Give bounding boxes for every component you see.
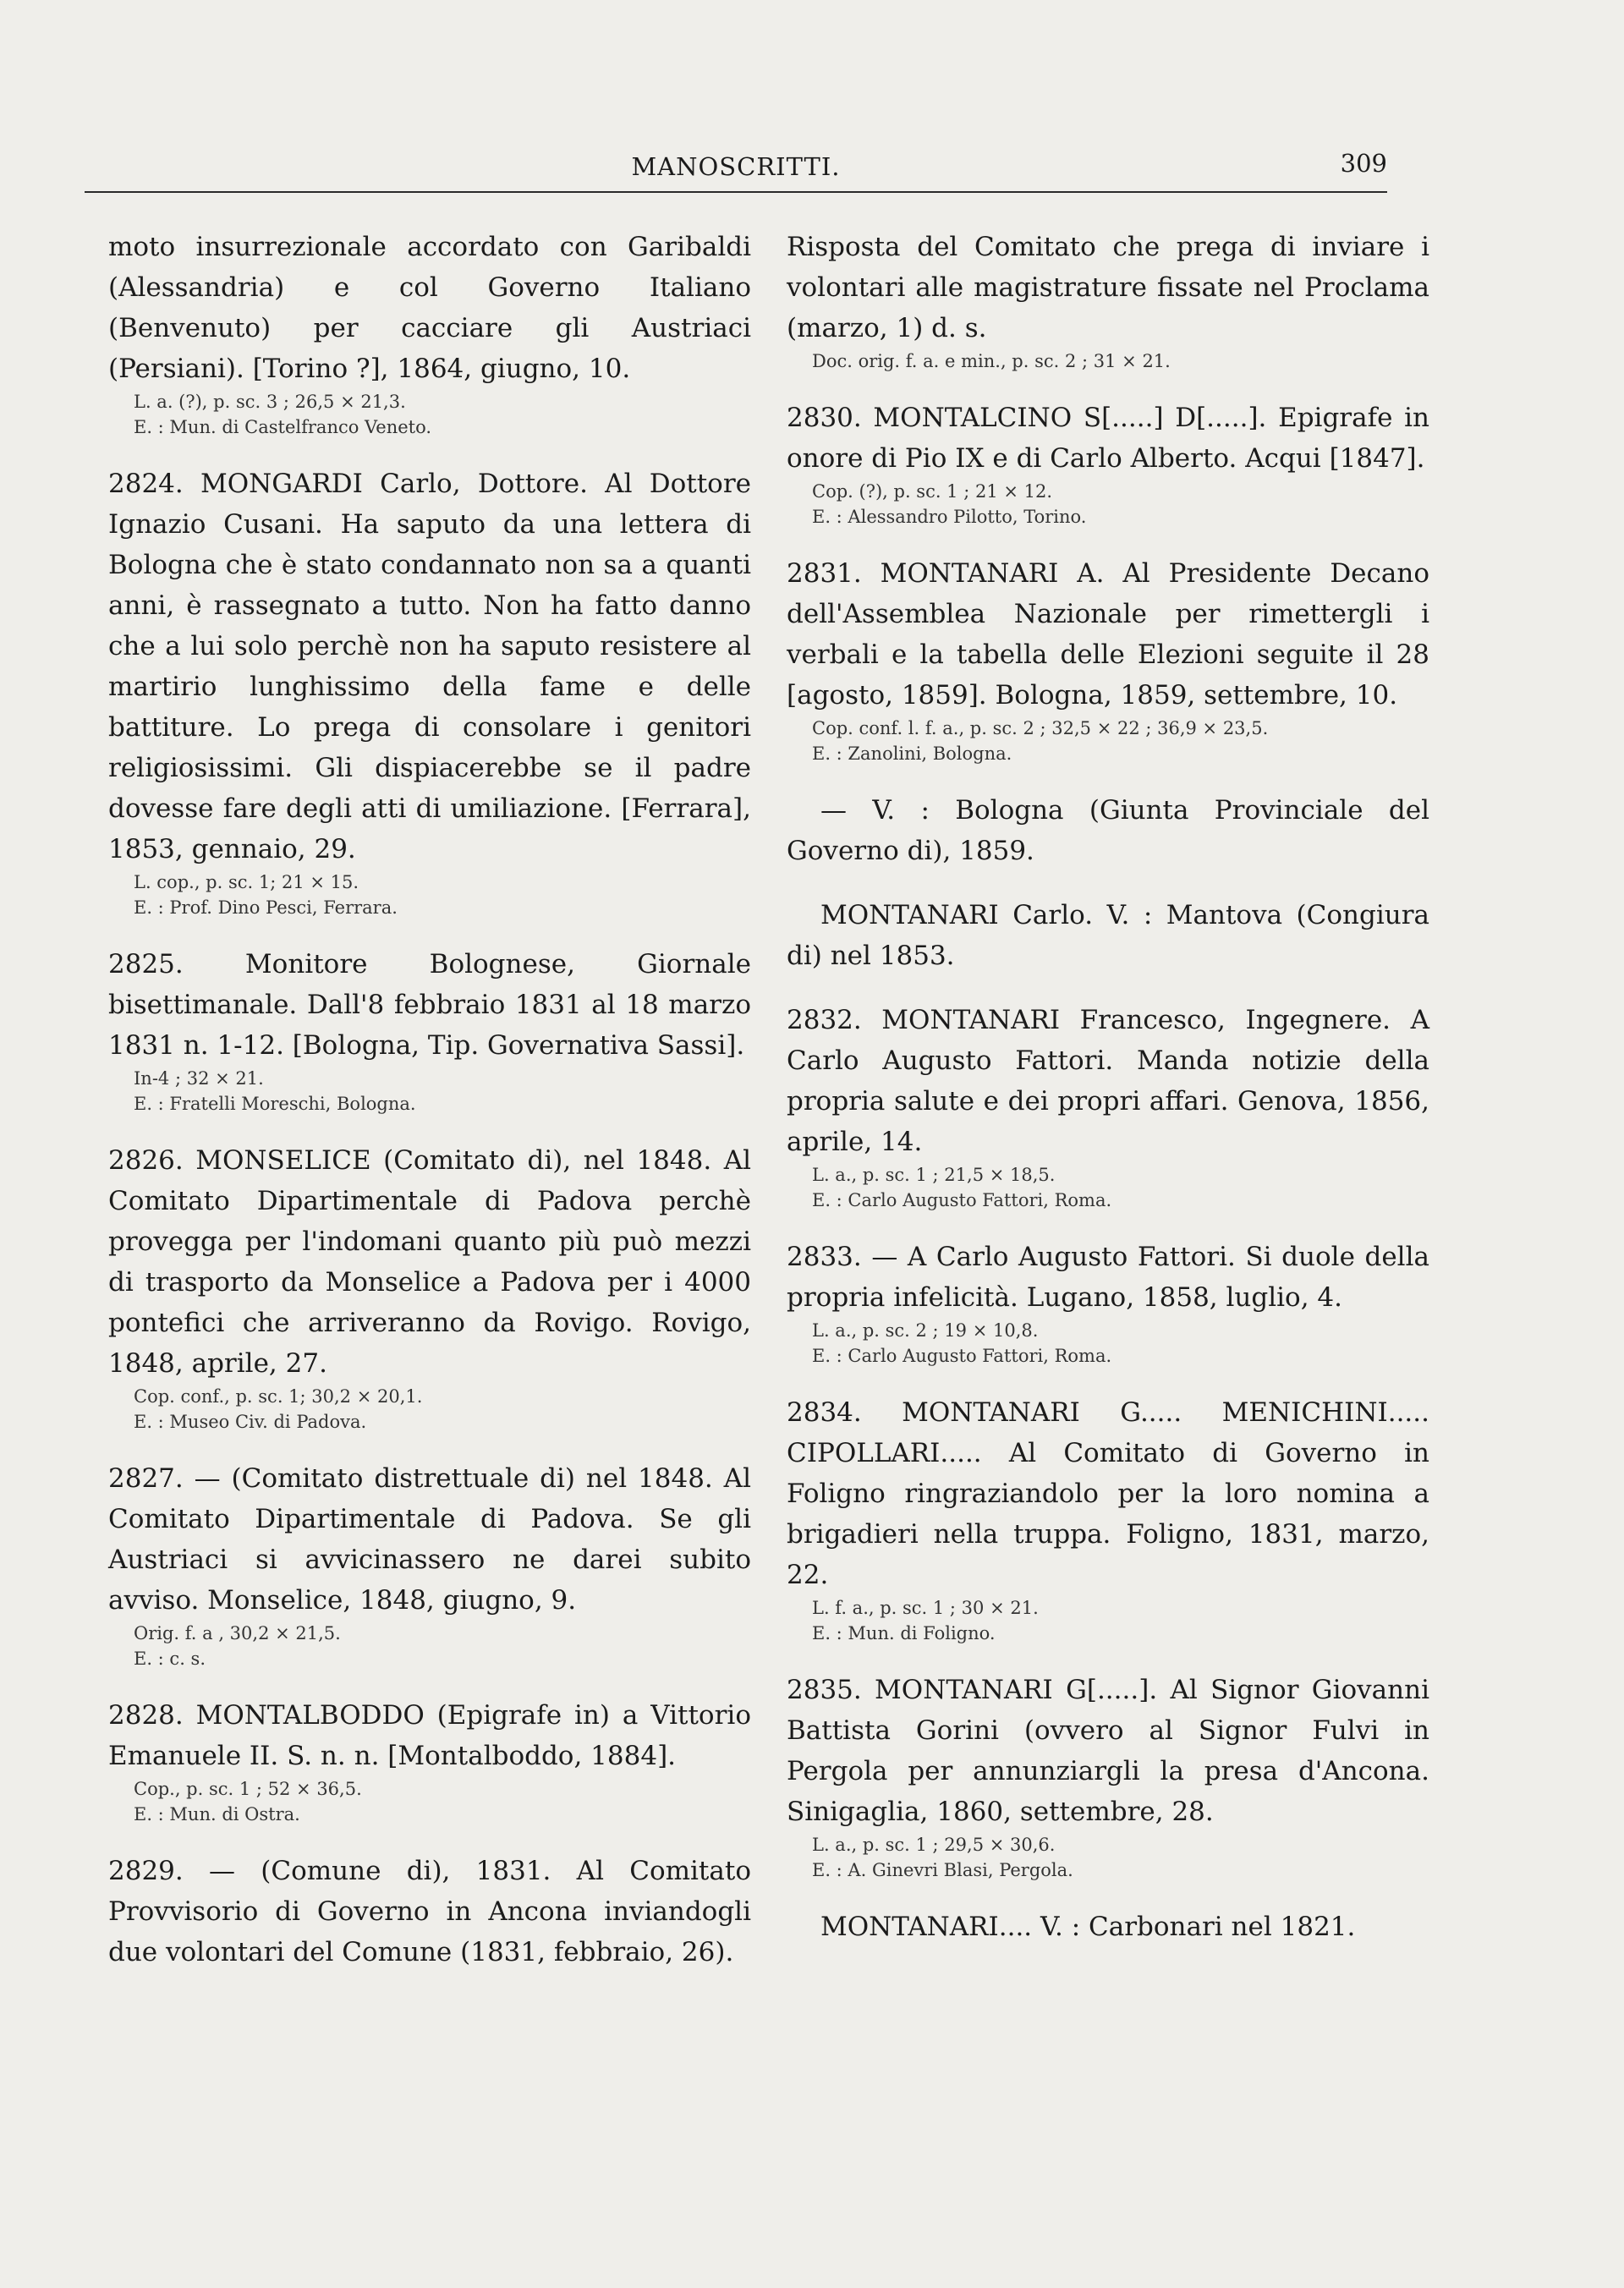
entry-note: Doc. orig. f. a. e min., p. sc. 2 ; 31 × 21. — [812, 351, 1171, 371]
entry-note: Cop. (?), p. sc. 1 ; 21 × 12. — [812, 481, 1053, 502]
entry-note: L. a., p. sc. 1 ; 29,5 × 30,6. — [812, 1835, 1056, 1855]
catalog-entry — [787, 553, 1429, 766]
entry-text: 2829. — (Comune di), 1831. Al Comitato Provvisorio di Governo in Ancona inviandogli due volontari del Comune (1831, febbraio, 26). — [108, 1856, 751, 1967]
entry-text: 2827. — (Comitato distrettuale di) nel 1848. Al Comitato Dipartimentale di Padova. Se gli Austriaci si avvicinassero ne darei subito avviso. Monselice, 1848, giugno, 9. — [108, 1463, 751, 1616]
catalog-entry — [787, 227, 1429, 374]
entry-text: 2830. MONTALCINO S[.....] D[.....]. Epigrafe in onore di Pio IX e di Carlo Alberto. Acqui [1847]. — [787, 403, 1429, 474]
entry-note: Cop., p. sc. 1 ; 52 × 36,5. — [134, 1779, 362, 1799]
entry-note: Cop. conf. l. f. a., p. sc. 2 ; 32,5 × 22 ; 36,9 × 23,5. — [812, 718, 1269, 738]
entry-text: moto insurrezionale accordato con Garibaldi (Alessandria) e col Governo Italiano (Benvenuto) per cacciare gli Austriaci (Persiani). [Torino ?], 1864, giugno, 10. — [108, 232, 751, 384]
entry-note: In-4 ; 32 × 21. — [134, 1068, 264, 1089]
catalog-entry — [787, 1237, 1429, 1369]
cross-reference: MONTANARI Carlo. V. : Mantova (Congiura di) nel 1853. — [787, 900, 1429, 971]
page-header — [85, 142, 1387, 193]
entry-note: E. : Alessandro Pilotto, Torino. — [812, 507, 1087, 527]
entry-note: L. a. (?), p. sc. 3 ; 26,5 × 21,3. — [134, 392, 406, 412]
entry-text: 2824. MONGARDI Carlo, Dottore. Al Dottore Ignazio Cusani. Ha saputo da una lettera di Bologna che è stato condannato non sa a quanti anni, è rassegnato a tutto. Non ha fatto danno che a lui solo perchè non ha saputo resistere al martirio lunghissimo della fame e delle battiture. Lo prega di consolare i genitori religiosissimi. Gli dispiacerebbe se il padre dovesse fare degli atti di umiliazione. [Ferrara], 1853, gennaio, 29. — [108, 469, 751, 864]
catalog-entry — [787, 1000, 1429, 1213]
entry-text: 2835. MONTANARI G[.....]. Al Signor Giovanni Battista Gorini (ovvero al Signor Fulvi in Pergola per annunziargli la presa d'Ancona. Sinigaglia, 1860, settembre, 28. — [787, 1675, 1429, 1827]
entry-note: L. a., p. sc. 2 ; 19 × 10,8. — [812, 1320, 1039, 1341]
catalog-entry — [108, 1695, 751, 1827]
entry-note: E. : Mun. di Ostra. — [134, 1804, 300, 1824]
entry-text: 2828. MONTALBODDO (Epigrafe in) a Vittorio Emanuele II. S. n. n. [Montalboddo, 1884]. — [108, 1700, 751, 1771]
entry-note: E. : Museo Civ. di Padova. — [134, 1412, 367, 1432]
entry-text: 2831. MONTANARI A. Al Presidente Decano dell'Assemblea Nazionale per rimettergli i verbali e la tabella delle Elezioni seguite il 28 [agosto, 1859]. Bologna, 1859, settembre, 10. — [787, 558, 1429, 711]
entry-note: Cop. conf., p. sc. 1; 30,2 × 20,1. — [134, 1386, 423, 1407]
entry-text: 2832. MONTANARI Francesco, Ingegnere. A Carlo Augusto Fattori. Manda notizie della propria salute e dei propri affari. Genova, 1856, aprile, 14. — [787, 1005, 1429, 1157]
catalog-entry — [108, 1851, 751, 1973]
cross-reference: — V. : Bologna (Giunta Provinciale del Governo di), 1859. — [787, 795, 1429, 866]
entry-note: E. : c. s. — [134, 1649, 206, 1669]
header-rule — [85, 191, 1387, 193]
catalog-entry — [787, 398, 1429, 529]
entry-note: L. cop., p. sc. 1; 21 × 15. — [134, 872, 359, 892]
catalog-entry — [108, 1140, 751, 1435]
catalog-entry — [108, 227, 751, 440]
entry-note: E. : Carlo Augusto Fattori, Roma. — [812, 1346, 1112, 1366]
entry-note: E. : A. Ginevri Blasi, Pergola. — [812, 1860, 1073, 1880]
entry-note: Orig. f. a , 30,2 × 21,5. — [134, 1623, 341, 1643]
entry-note: E. : Fratelli Moreschi, Bologna. — [134, 1094, 416, 1114]
left-column — [108, 227, 751, 1996]
entry-text: 2825. Monitore Bolognese, Giornale bisettimanale. Dall'8 febbraio 1831 al 18 marzo 1831 n. 1-12. [Bologna, Tip. Governativa Sassi]. — [108, 949, 751, 1061]
entry-note: L. f. a., p. sc. 1 ; 30 × 21. — [812, 1598, 1039, 1618]
entry-text: Risposta del Comitato che prega di inviare i volontari alle magistrature fissate nel Proclama (marzo, 1) d. s. — [787, 232, 1429, 343]
entry-text: 2833. — A Carlo Augusto Fattori. Si duole della propria infelicità. Lugano, 1858, luglio, 4. — [787, 1242, 1429, 1313]
running-title: MANOSCRITTI. — [631, 152, 841, 181]
catalog-entry — [108, 1458, 751, 1671]
entry-text: 2826. MONSELICE (Comitato di), nel 1848. Al Comitato Dipartimentale di Padova perchè provegga per l'indomani quanto più può mezzi di trasporto da Monselice a Padova per i 4000 pontefici che arriveranno da Rovigo. Rovigo, 1848, aprile, 27. — [108, 1145, 751, 1379]
entry-note: E. : Mun. di Castelfranco Veneto. — [134, 417, 432, 437]
entry-note: E. : Mun. di Foligno. — [812, 1623, 996, 1643]
entry-note: E. : Prof. Dino Pesci, Ferrara. — [134, 897, 398, 918]
right-column — [787, 227, 1429, 1971]
entry-note: E. : Zanolini, Bologna. — [812, 743, 1012, 764]
catalog-entry — [787, 1670, 1429, 1883]
catalog-entry — [108, 464, 751, 920]
entry-note: L. a., p. sc. 1 ; 21,5 × 18,5. — [812, 1165, 1056, 1185]
catalog-entry — [108, 944, 751, 1117]
page-number: 309 — [1340, 149, 1387, 178]
catalog-entry — [787, 1392, 1429, 1646]
cross-reference: MONTANARI.... V. : Carbonari nel 1821. — [820, 1912, 1356, 1942]
entry-note: E. : Carlo Augusto Fattori, Roma. — [812, 1190, 1112, 1210]
entry-text: 2834. MONTANARI G..... MENICHINI..... CIPOLLARI..... Al Comitato di Governo in Foligno ringraziandolo per la loro nomina a brigadieri nella truppa. Foligno, 1831, marzo, 22. — [787, 1397, 1429, 1590]
